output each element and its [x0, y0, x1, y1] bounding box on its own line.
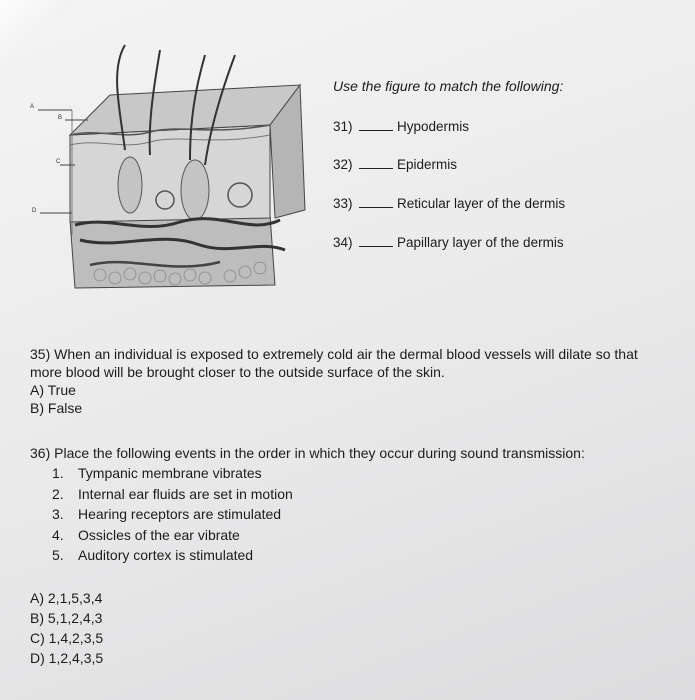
match-item	[333, 195, 565, 211]
match-number: 32)	[333, 157, 353, 172]
match-term: Hypodermis	[397, 119, 470, 134]
skin-diagram	[30, 40, 310, 290]
answer-choice: B) 5,1,2,4,3	[30, 610, 103, 626]
question-36: 36) Place the following events in the order in which they occur during sound transmission:	[30, 445, 585, 461]
match-term: Reticular layer of the dermis	[397, 196, 566, 211]
question-text: 35) When an individual is exposed to extremely cold air the dermal blood vessels will dilate so that	[30, 346, 638, 362]
answer-choice: C) 1,4,2,3,5	[30, 630, 104, 646]
label-c: C	[56, 159, 61, 165]
list-item: 4. Ossicles of the ear vibrate	[52, 526, 240, 543]
option-true: A) True	[30, 382, 76, 398]
label-a: A	[30, 104, 35, 110]
answer-choices	[30, 590, 103, 670]
list-item: 5. Auditory cortex is stimulated	[52, 547, 254, 563]
label-d: D	[32, 208, 37, 214]
event-list	[52, 465, 293, 568]
match-item	[333, 156, 457, 172]
match-term: Epidermis	[397, 157, 458, 172]
skin-illustration	[30, 40, 310, 290]
answer-blank	[359, 234, 393, 247]
match-item	[333, 234, 564, 250]
list-item: 2. Internal ear fluids are set in motion	[52, 485, 293, 502]
match-item	[333, 118, 469, 134]
match-number: 33)	[333, 196, 353, 211]
match-number: 34)	[333, 235, 353, 250]
match-number: 31)	[333, 119, 353, 134]
answer-blank	[359, 118, 393, 131]
matching-title: Use the figure to match the following:	[333, 78, 564, 94]
answer-choice: A) 2,1,5,3,4	[30, 590, 103, 606]
list-item: 3. Hearing receptors are stimulated	[52, 506, 282, 522]
question-text: more blood will be brought closer to the outside surface of the skin.	[30, 364, 445, 380]
option-false: B) False	[30, 400, 83, 416]
answer-choice: D) 1,2,4,3,5	[30, 650, 104, 666]
answer-blank	[359, 156, 393, 169]
match-term: Papillary layer of the dermis	[397, 235, 564, 250]
list-item: 1. Tympanic membrane vibrates	[52, 465, 262, 481]
answer-blank	[359, 195, 393, 208]
question-35	[30, 345, 695, 417]
label-b: B	[58, 115, 63, 121]
